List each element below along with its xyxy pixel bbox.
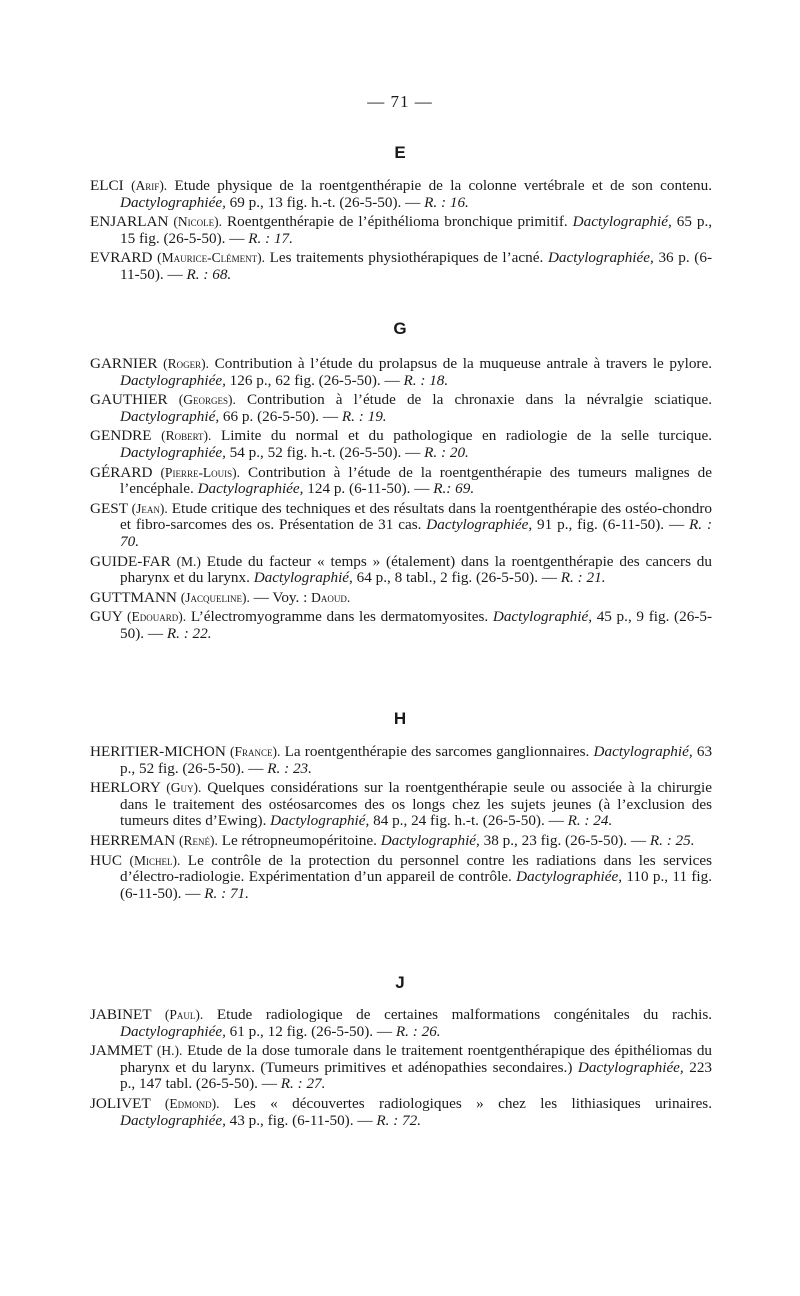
- author-first-name: (Paul).: [164, 1007, 204, 1022]
- entry-format: Dactylographié,: [120, 407, 220, 425]
- bibliography-entry: [90, 178, 712, 211]
- author-first-name: (M.): [176, 553, 201, 569]
- author-surname: ENJARLAN: [90, 213, 169, 231]
- bibliography-entry: [90, 590, 712, 607]
- bibliography-entry: [90, 780, 712, 830]
- entry-reference: R. : 20.: [424, 443, 469, 461]
- entry-format: Dactylographiée,: [547, 249, 654, 267]
- entries-j: [90, 1007, 712, 1132]
- bibliography-entry: [90, 1007, 712, 1040]
- bibliography-entry: [90, 1043, 712, 1093]
- author-surname: GENDRE: [90, 427, 152, 445]
- entry-title: Contribution à l’étude de la roentgenthérapie des tumeurs malignes de l’encéphale.: [120, 463, 713, 498]
- entries-h: [90, 744, 712, 905]
- entry-reference: R. : 23.: [267, 759, 312, 777]
- entry-title: Les « découvertes radiologiques » chez les lithiasiques urinaires.: [233, 1094, 713, 1112]
- section-letter-j: J: [395, 973, 405, 992]
- entry-title: Limite du normal et du pathologique en radiologie de la selle turcique.: [220, 427, 713, 445]
- entry-title: Etude du facteur « temps » (étalement) dans la roentgenthérapie des cancers du pharynx et du larynx.: [120, 552, 712, 587]
- bibliography-entry: [90, 428, 712, 461]
- entry-reference: R. : 27.: [280, 1075, 326, 1093]
- author-first-name: (Maurice-Clément).: [157, 250, 265, 266]
- entry-see-also: Daoud.: [311, 589, 351, 605]
- entry-reference: R. : 26.: [395, 1022, 441, 1040]
- entry-title: La roentgenthérapie des sarcomes ganglionnaires.: [284, 743, 590, 760]
- author-surname: GÉRARD: [90, 463, 153, 481]
- entry-title: Roentgenthérapie de l’épithélioma bronchique primitif.: [227, 213, 568, 231]
- entry-format: Dactylographié,: [492, 608, 592, 626]
- entry-reference: R. : 22.: [166, 624, 212, 642]
- bibliography-entry: [90, 744, 712, 777]
- page-number: — 71 —: [367, 92, 433, 111]
- entry-details: 65 p., 15 fig. (26-5-50). —: [120, 213, 713, 247]
- author-surname: HERITIER-MICHON: [90, 743, 226, 760]
- bibliography-entry: [90, 250, 712, 283]
- author-surname: HERLORY: [90, 779, 161, 797]
- entry-title: Etude critique des techniques et des résultats dans la roentgenthérapie des ostéo-chondro et fibro-sarcomes des os. Présentation de 31 cas.: [120, 499, 712, 534]
- author-surname: EVRARD: [90, 249, 153, 267]
- entry-details: 45 p., 9 fig. (26-5-50). —: [120, 608, 713, 642]
- entry-details: 91 p., fig. (6-11-50). —: [537, 516, 685, 534]
- bibliography-entry: [90, 356, 712, 389]
- author-first-name: (Robert).: [161, 428, 212, 444]
- author-first-name: (Roger).: [163, 356, 210, 371]
- entry-title: Contribution à l’étude de la chronaxie dans la névralgie sciatique.: [247, 391, 713, 409]
- entry-reference: R. : 17.: [248, 229, 293, 247]
- entry-reference: R. : 21.: [560, 569, 606, 587]
- entry-title: Les traitements physiothérapiques de l’acné.: [269, 249, 544, 267]
- entry-title: Etude de la dose tumorale dans le traitement roentgenthérapique des épithéliomas du pharynx et du larynx. (Tumeurs primitives et adénopathies secondaires.): [120, 1042, 713, 1076]
- author-first-name: (Nicole).: [173, 214, 223, 230]
- entry-format: Dactylographiée,: [120, 1022, 226, 1040]
- entry-format: Dactylographiée,: [120, 1111, 226, 1129]
- entry-details: 61 p., 12 fig. (26-5-50). —: [229, 1022, 393, 1040]
- entry-details: 63 p., 52 fig. (26-5-50). —: [120, 743, 713, 777]
- entries-g: [90, 356, 712, 646]
- entry-reference: R. : 72.: [376, 1111, 422, 1129]
- entry-reference: R. : 71.: [204, 884, 249, 902]
- entry-reference: R. : 68.: [186, 265, 232, 283]
- entry-title: — Voy. :: [253, 588, 308, 606]
- entry-title: Quelques considérations sur la roentgenthérapie seule ou associée à la chirurgie dans le traitement des ostéosarcomes des os longs chez les sujets jeunes (à l’exclusion des tumeurs dites d’Ewing).: [120, 779, 713, 830]
- entry-format: Dactylographiée,: [197, 480, 304, 498]
- entry-format: Dactylographié,: [593, 743, 693, 760]
- author-surname: HUC: [90, 851, 123, 869]
- bibliography-entry: [90, 1096, 712, 1129]
- entry-format: Dactylographiée,: [120, 443, 226, 461]
- entry-details: 43 p., fig. (6-11-50). —: [229, 1111, 373, 1129]
- entry-details: 84 p., 24 fig. h.-t. (26-5-50). —: [373, 812, 564, 830]
- author-surname: GUTTMANN: [90, 588, 177, 606]
- bibliography-entry: [90, 853, 712, 903]
- bibliography-entry: [90, 214, 712, 247]
- author-first-name: (René).: [179, 832, 218, 848]
- entry-reference: R.: 69.: [433, 480, 475, 498]
- entry-format: Dactylographiée,: [120, 193, 226, 211]
- author-first-name: (Guy).: [166, 780, 202, 796]
- bibliography-entry: [90, 392, 712, 425]
- author-surname: GEST: [90, 499, 128, 517]
- author-surname: JABINET: [90, 1006, 152, 1023]
- entry-reference: R. : 70.: [120, 516, 713, 550]
- entry-details: 110 p., 11 fig. (6-11-50). —: [120, 868, 713, 902]
- section-letter-e: E: [394, 143, 406, 162]
- entry-details: 54 p., 52 fig. h.-t. (26-5-50). —: [229, 443, 421, 461]
- entry-format: Dactylographiée,: [426, 516, 533, 534]
- entry-reference: R. : 16.: [424, 193, 469, 211]
- entry-details: 126 p., 62 fig. (26-5-50). —: [229, 371, 400, 389]
- entry-reference: R. : 25.: [649, 831, 695, 849]
- entry-format: Dactylographiée,: [577, 1058, 684, 1076]
- author-first-name: (France).: [230, 744, 281, 759]
- entry-title: L’électromyogramme dans les dermatomyosites.: [190, 608, 489, 626]
- author-surname: HERREMAN: [90, 831, 176, 849]
- author-surname: ELCI: [90, 177, 124, 194]
- entry-format: Dactylographié,: [572, 213, 672, 231]
- entry-reference: R. : 24.: [567, 812, 613, 830]
- entry-format: Dactylographiée,: [120, 371, 226, 389]
- author-first-name: (Michel).: [129, 852, 181, 868]
- bibliography-entry: [90, 465, 712, 498]
- bibliography-entry: [90, 833, 712, 850]
- bibliography-entry: [90, 501, 712, 551]
- entry-details: 66 p. (26-5-50). —: [222, 407, 339, 425]
- entries-e: [90, 178, 712, 287]
- entry-title: Contribution à l’étude du prolapsus de la muqueuse antrale à travers le pylore.: [214, 355, 713, 372]
- author-surname: GUIDE-FAR: [90, 552, 171, 570]
- entry-title: Etude physique de la roentgenthérapie de la colonne vertébrale et de son contenu.: [174, 177, 713, 194]
- entry-format: Dactylographié,: [253, 569, 353, 587]
- entry-details: 69 p., 13 fig. h.-t. (26-5-50). —: [229, 193, 421, 211]
- author-first-name: (Edmond).: [164, 1095, 220, 1111]
- entry-details: 223 p., 147 tabl. (26-5-50). —: [120, 1058, 712, 1093]
- entry-format: Dactylographié,: [270, 812, 370, 830]
- bibliography-entry: [90, 554, 712, 587]
- author-surname: GUY: [90, 608, 123, 626]
- author-first-name: (Arif).: [131, 178, 168, 193]
- author-surname: JAMMET: [90, 1042, 153, 1060]
- author-first-name: (Edouard).: [127, 609, 187, 625]
- section-letter-g: G: [393, 319, 407, 338]
- author-surname: GAUTHIER: [90, 391, 168, 409]
- entry-title: Le rétropneumopéritoine.: [221, 831, 377, 849]
- entry-title: Le contrôle de la protection du personnel contre les radiations dans les services d’électro-radiologie. Expérimentation d’un appareil de contrôle.: [120, 851, 713, 886]
- entry-title: Etude radiologique de certaines malformations congénitales du rachis.: [216, 1006, 713, 1023]
- entry-format: Dactylographié,: [380, 831, 480, 849]
- section-letter-h: H: [393, 709, 407, 728]
- author-surname: JOLIVET: [90, 1094, 151, 1112]
- entry-details: 36 p. (6-11-50). —: [120, 249, 713, 283]
- entry-details: 38 p., 23 fig. (26-5-50). —: [483, 831, 647, 849]
- entry-reference: R. : 18.: [403, 371, 449, 389]
- bibliography-entry: [90, 609, 712, 642]
- author-surname: GARNIER: [90, 355, 158, 372]
- entry-details: 64 p., 8 tabl., 2 fig. (26-5-50). —: [356, 569, 557, 587]
- author-first-name: (Jacqueline).: [180, 589, 250, 605]
- author-first-name: (H.).: [156, 1043, 183, 1059]
- author-first-name: (Pierre-Louis).: [160, 464, 241, 480]
- author-first-name: (Georges).: [178, 392, 236, 408]
- entry-format: Dactylographiée,: [516, 868, 623, 886]
- author-first-name: (Jean).: [131, 500, 168, 516]
- entry-reference: R. : 19.: [341, 407, 387, 425]
- entry-details: 124 p. (6-11-50). —: [307, 480, 430, 498]
